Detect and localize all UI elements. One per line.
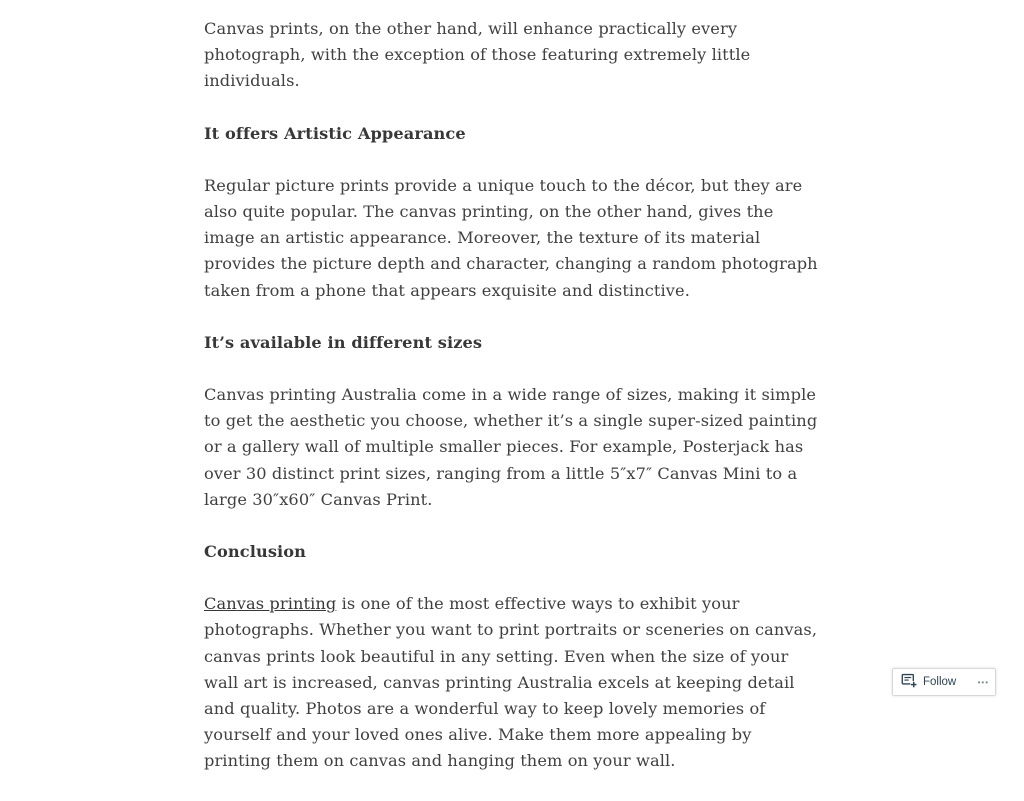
reader-follow-icon bbox=[901, 672, 923, 692]
heading-conclusion: Conclusion bbox=[204, 542, 307, 562]
sizes-paragraph: Canvas printing Australia come in a wide range of sizes, making it simple to get the aesthetic you choose, whether it’s a single super-sized painting or a gallery wall of multiple smaller pieces. For example, Posterjack has over 30 distinct print sizes, ranging from a little 5″x7″ Canvas Mini to a large 30″x60″ Canvas Print. bbox=[204, 385, 818, 509]
article-content bbox=[204, 16, 819, 801]
ellipsis-icon: ••• bbox=[977, 677, 989, 687]
follow-label: Follow bbox=[923, 676, 957, 688]
conclusion-paragraph bbox=[204, 591, 819, 774]
heading-different-sizes: It’s available in different sizes bbox=[204, 332, 483, 352]
follow-button[interactable] bbox=[901, 669, 956, 695]
canvas-printing-link[interactable]: Canvas printing bbox=[204, 594, 337, 614]
heading-artistic-appearance: It offers Artistic Appearance bbox=[204, 123, 466, 143]
more-options-button[interactable] bbox=[978, 669, 989, 695]
artistic-paragraph: Regular picture prints provide a unique touch to the décor, but they are also quite popular. The canvas printing, on the other hand, gives the image an artistic appearance. Moreover, the texture of its material provides the picture depth and character, changing a random photograph taken from a phone that appears exquisite and distinctive. bbox=[204, 175, 818, 300]
conclusion-text: is one of the most effective ways to exhibit your photographs. Whether you want to print portraits or sceneries on canvas, canvas prints look beautiful in any setting. Even when the size of your wall art is increased, canvas printing Australia excels at keeping detail and quality. Photos are a wonderful way to keep lovely memories of yourself and your loved ones alive. Make them more appealing by printing them on canvas and hanging them on your wall. bbox=[204, 594, 818, 771]
follow-widget bbox=[892, 668, 996, 696]
intro-paragraph: Canvas prints, on the other hand, will enhance practically every photograph, with the exception of those featuring extremely little individuals. bbox=[204, 19, 751, 91]
